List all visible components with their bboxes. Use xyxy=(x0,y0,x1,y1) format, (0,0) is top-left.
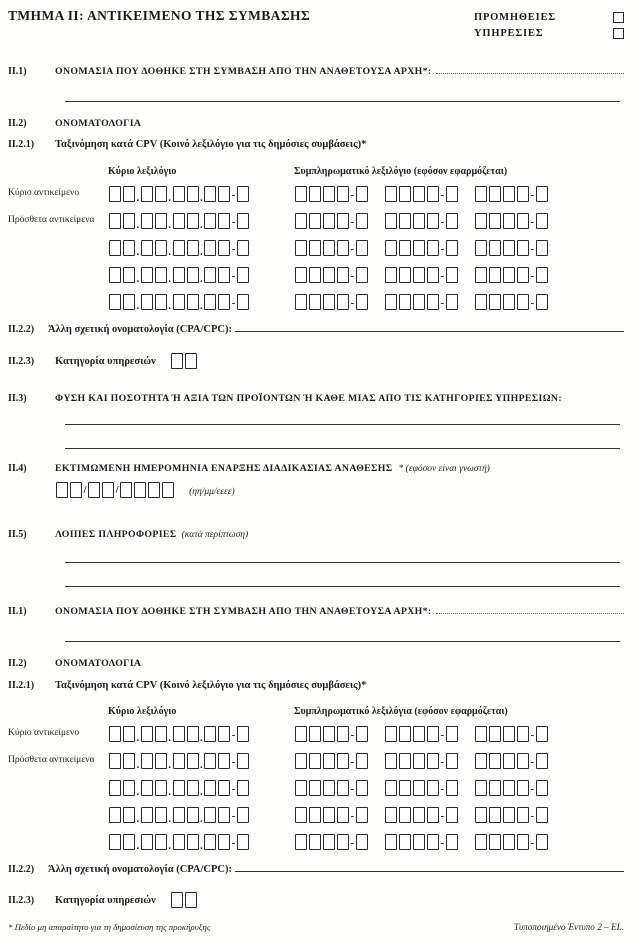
cpv-supplementary-code-boxes[interactable]: - xyxy=(384,779,474,797)
section-ii2 xyxy=(8,118,624,129)
date-row xyxy=(55,481,624,499)
cpv-supplementary-code-boxes[interactable]: - xyxy=(384,212,474,230)
other-nomenclature-field[interactable] xyxy=(235,862,624,872)
section-number: II.2.3) xyxy=(8,894,35,906)
cpv-supplementary-code-boxes[interactable]: - xyxy=(384,833,474,851)
write-in-line[interactable] xyxy=(65,641,620,642)
cpv-supplementary-code-boxes[interactable]: - xyxy=(294,266,384,284)
section-number: II.2.3) xyxy=(8,355,35,367)
cpv-row-additional-objects xyxy=(8,288,624,315)
section-number: II.2) xyxy=(8,658,27,669)
cpv-supplementary-code-boxes[interactable]: - xyxy=(294,725,384,743)
section-number: II.1) xyxy=(8,66,27,77)
cpv-row-additional-objects xyxy=(8,261,624,288)
cpv-supplementary-code-boxes[interactable]: - xyxy=(294,779,384,797)
section-label: ΟΝΟΜΑΤΟΛΟΓΙΑ xyxy=(55,118,142,129)
cpv-row-additional-objects xyxy=(8,774,624,801)
cpv-supplementary-code-boxes[interactable]: - xyxy=(384,239,474,257)
section-number: II.5) xyxy=(8,529,27,540)
section-ii21 xyxy=(8,139,624,150)
service-category-boxes[interactable] xyxy=(170,891,198,909)
section-ii22 xyxy=(8,322,624,335)
cpv-main-code-boxes[interactable]: . . . - xyxy=(108,752,294,770)
cpv-row-additional-objects xyxy=(8,747,624,774)
cpv-supplementary-code-boxes[interactable]: - xyxy=(294,185,384,203)
cpv-row-additional-objects xyxy=(8,207,624,234)
section-number: II.1) xyxy=(8,606,27,617)
cpv-main-header: Κύριο λεξιλόγιο xyxy=(108,706,177,717)
cpv-supplementary-code-boxes[interactable]: - xyxy=(294,239,384,257)
cpv-main-code-boxes[interactable]: . . . - xyxy=(108,266,294,284)
section-ii2-repeat xyxy=(8,658,624,669)
cpv-row-additional-objects xyxy=(8,234,624,261)
section-label: Κατηγορία υπηρεσιών xyxy=(55,894,156,906)
cpv-main-code-boxes[interactable]: . . . - xyxy=(108,725,294,743)
services-label: ΥΠΗΡΕΣΙΕΣ xyxy=(474,27,544,39)
section-label: ΦΥΣΗ ΚΑΙ ΠΟΣΟΤΗΤΑ Ή ΑΞΙΑ ΤΩΝ ΠΡΟΪΟΝΤΩΝ Ή ΚΑΘΕ ΜΙΑΣ ΑΠΟ ΤΙΣ ΚΑΤΗΓΟΡΙΕΣ ΥΠΗΡΕΣΙΩΝ: xyxy=(55,393,562,404)
cpv-supplementary-code-boxes[interactable]: - xyxy=(474,266,564,284)
form-title: ΤΜΗΜΑ ΙΙ: ΑΝΤΙΚΕΙΜΕΝΟ ΤΗΣ ΣΥΜΒΑΣΗΣ xyxy=(8,8,311,23)
section-number: II.2.2) xyxy=(8,864,35,875)
cpv-row-label: Πρόσθετα αντικείμενα xyxy=(8,215,95,226)
section-number: II.2.1) xyxy=(8,139,35,150)
section-number: II.4) xyxy=(8,463,27,474)
section-number: II.3) xyxy=(8,393,27,404)
cpv-supplementary-code-boxes[interactable]: - xyxy=(474,239,564,257)
cpv-main-code-boxes[interactable]: . . . - xyxy=(108,185,294,203)
cpv-row-additional-objects xyxy=(8,801,624,828)
cpv-main-header: Κύριο λεξιλόγιο xyxy=(108,166,177,177)
write-in-line[interactable] xyxy=(65,101,620,102)
section-number: II.2.2) xyxy=(8,324,35,335)
cpv-supplementary-header: Συμπληρωματικό λεξιλόγια (εφόσον εφαρμόζεται) xyxy=(294,706,508,717)
section-label: Κατηγορία υπηρεσιών xyxy=(55,355,156,367)
cpv-grid-header xyxy=(8,166,624,177)
contract-type-supplies xyxy=(474,9,624,25)
contract-name-dotted-field[interactable] xyxy=(436,604,624,614)
cpv-supplementary-code-boxes[interactable]: - xyxy=(384,293,474,311)
section-ii23-repeat xyxy=(8,891,624,909)
cpv-supplementary-code-boxes[interactable]: - xyxy=(474,833,564,851)
cpv-supplementary-code-boxes[interactable]: - xyxy=(384,185,474,203)
cpv-supplementary-code-boxes[interactable]: - xyxy=(474,725,564,743)
write-in-line[interactable] xyxy=(65,424,620,425)
cpv-supplementary-code-boxes[interactable]: - xyxy=(474,806,564,824)
cpv-supplementary-header: Συμπληρωματικό λεξιλόγιο (εφόσον εφαρμόζεται) xyxy=(294,166,508,177)
section-ii4 xyxy=(8,463,624,474)
cpv-row-label: Κύριο αντικείμενο xyxy=(8,188,80,199)
cpv-grid xyxy=(8,166,624,315)
section-label: ΟΝΟΜΑΣΙΑ ΠΟΥ ΔΟΘΗΚΕ ΣΤΗ ΣΥΜΒΑΣΗ ΑΠΟ ΤΗΝ ΑΝΑΘΕΤΟΥΣΑ ΑΡΧΗ*: xyxy=(55,66,432,77)
section-note: * (εφόσον είναι γνωστή) xyxy=(398,464,490,474)
section-label: Άλλη σχετική ονοματολογία (CPA/CPC): xyxy=(48,864,232,875)
cpv-main-code-boxes[interactable]: . . . - xyxy=(108,212,294,230)
section-label: Ταξινόμηση κατά CPV (Κοινό λεξιλόγιο για τις δημόσιες συμβάσεις)* xyxy=(55,139,367,150)
cpv-main-code-boxes[interactable]: . . . - xyxy=(108,779,294,797)
service-category-boxes[interactable] xyxy=(170,352,198,370)
date-format-hint: (ηη/μμ/εεεε) xyxy=(189,487,235,497)
cpv-supplementary-code-boxes[interactable]: - xyxy=(294,752,384,770)
footer xyxy=(8,922,624,932)
services-checkbox[interactable] xyxy=(613,28,624,39)
cpv-row-main-object xyxy=(8,180,624,207)
contract-type-options xyxy=(474,9,624,41)
section-ii5 xyxy=(8,529,624,540)
section-label: ΟΝΟΜΑΣΙΑ ΠΟΥ ΔΟΘΗΚΕ ΣΤΗ ΣΥΜΒΑΣΗ ΑΠΟ ΤΗΝ ΑΝΑΘΕΤΟΥΣΑ ΑΡΧΗ*: xyxy=(55,606,432,617)
contract-name-dotted-field[interactable] xyxy=(436,64,624,74)
cpv-row-label: Κύριο αντικείμενο xyxy=(8,728,80,739)
cpv-supplementary-code-boxes[interactable]: - xyxy=(474,212,564,230)
cpv-supplementary-code-boxes[interactable]: - xyxy=(474,185,564,203)
section-ii21-repeat xyxy=(8,680,624,691)
form-reference: Τυποποιημένο Έντυπο 2 – EL. xyxy=(513,922,624,932)
section-note: (κατά περίπτωση) xyxy=(181,530,249,540)
cpv-supplementary-code-boxes[interactable]: - xyxy=(474,752,564,770)
cpv-supplementary-code-boxes[interactable]: - xyxy=(384,752,474,770)
cpv-grid-header xyxy=(8,706,624,717)
section-ii23 xyxy=(8,352,624,370)
supplies-checkbox[interactable] xyxy=(613,12,624,23)
section-ii1 xyxy=(8,64,624,77)
cpv-main-code-boxes[interactable]: . . . - xyxy=(108,806,294,824)
cpv-supplementary-code-boxes[interactable]: - xyxy=(474,779,564,797)
section-label: ΟΝΟΜΑΤΟΛΟΓΙΑ xyxy=(55,658,142,669)
cpv-grid xyxy=(8,706,624,855)
date-boxes[interactable]: / / xyxy=(55,481,175,498)
cpv-supplementary-code-boxes[interactable]: - xyxy=(294,212,384,230)
cpv-row-additional-objects xyxy=(8,828,624,855)
cpv-supplementary-code-boxes[interactable]: - xyxy=(384,266,474,284)
contract-type-services xyxy=(474,25,624,41)
write-in-line[interactable] xyxy=(65,562,620,563)
section-number: II.2) xyxy=(8,118,27,129)
cpv-main-code-boxes[interactable]: . . . - xyxy=(108,239,294,257)
cpv-supplementary-code-boxes[interactable]: - xyxy=(294,833,384,851)
section-label: ΕΚΤΙΜΩΜΕΝΗ ΗΜΕΡΟΜΗΝΙΑ ΕΝΑΡΞΗΣ ΔΙΑΔΙΚΑΣΙΑΣ ΑΝΑΘΕΣΗΣ xyxy=(55,463,393,474)
cpv-supplementary-code-boxes[interactable]: - xyxy=(294,293,384,311)
section-label: ΛΟΙΠΕΣ ΠΛΗΡΟΦΟΡΙΕΣ xyxy=(55,529,177,540)
cpv-main-code-boxes[interactable]: . . . - xyxy=(108,293,294,311)
cpv-row-main-object xyxy=(8,720,624,747)
cpv-supplementary-code-boxes[interactable]: - xyxy=(474,293,564,311)
section-ii1-repeat xyxy=(8,604,624,617)
supplies-label: ΠΡΟΜΗΘΕΙΕΣ xyxy=(474,11,556,23)
cpv-supplementary-code-boxes[interactable]: - xyxy=(384,725,474,743)
section-ii22-repeat xyxy=(8,862,624,875)
section-label: Ταξινόμηση κατά CPV (Κοινό λεξιλόγιο για τις δημόσιες συμβάσεις)* xyxy=(55,680,367,691)
section-label: Άλλη σχετική ονοματολογία (CPA/CPC): xyxy=(48,324,232,335)
write-in-line[interactable] xyxy=(65,448,620,449)
cpv-main-code-boxes[interactable]: . . . - xyxy=(108,833,294,851)
title-row xyxy=(8,8,624,41)
section-ii3 xyxy=(8,393,624,404)
section-number: II.2.1) xyxy=(8,680,35,691)
other-nomenclature-field[interactable] xyxy=(235,322,624,332)
cpv-supplementary-code-boxes[interactable]: - xyxy=(294,806,384,824)
cpv-supplementary-code-boxes[interactable]: - xyxy=(384,806,474,824)
write-in-line[interactable] xyxy=(65,586,620,587)
cpv-row-label: Πρόσθετα αντικείμενα xyxy=(8,755,95,766)
footnote-asterisk: * Πεδίο μη απαραίτητο για τη δημοσίευση της προκήρυξης xyxy=(8,922,211,932)
